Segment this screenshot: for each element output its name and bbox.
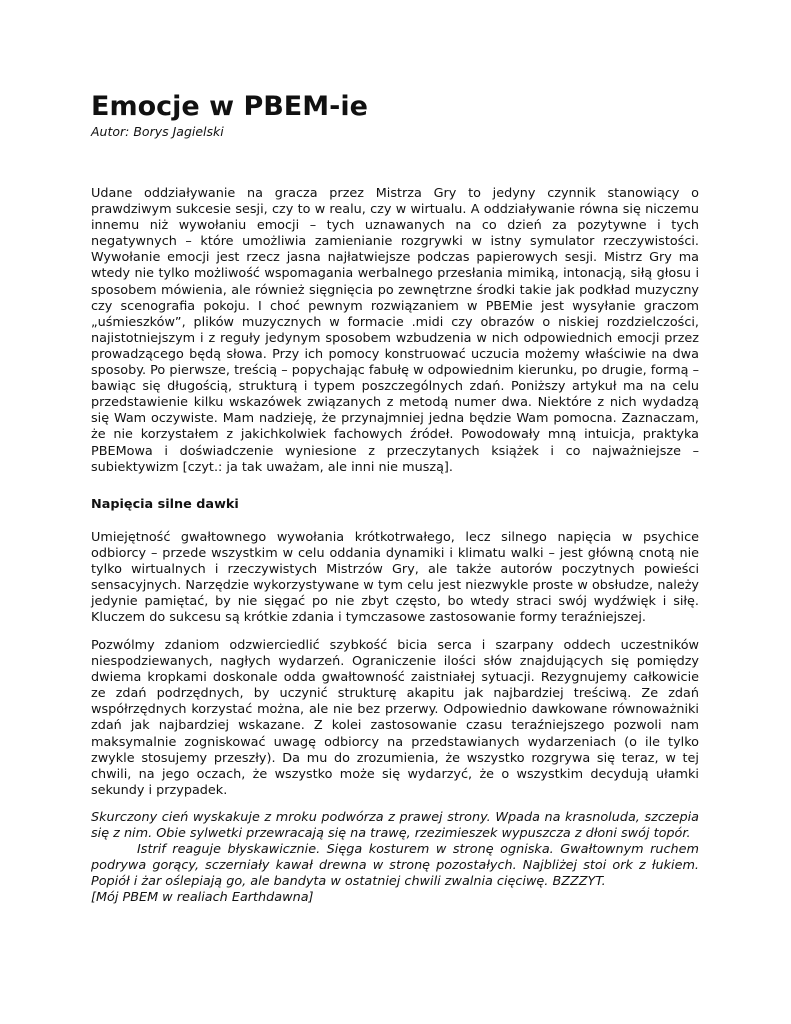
author-line: Autor: Borys Jagielski (91, 124, 224, 139)
section-heading: Napięcia silne dawki (91, 497, 239, 512)
quote-source: [Mój PBEM w realiach Earthdawna] (91, 890, 314, 906)
quote-paragraph-1: Skurczony cień wyskakuje z mroku podwórza z prawej strony. Wpada na krasnoluda, szczepia się z nim. Obie sylwetki przewracają się na trawę, rzezimieszek wypuszcza z dłoni swój topór. (91, 810, 699, 842)
paragraph-sentences: Pozwólmy zdaniom odzwierciedlić szybkość bicia serca i szarpany oddech uczestników niespodziewanych, nagłych wydarzeń. Ograniczenie ilości słów znajdujących się pomiędzy dwiema kropkami doskonale odda gwałtowność zaistniałej sytuacji. Rezygnujemy całkowicie ze zdań podrzędnych, by uczynić strukturę akapitu jak najbardziej treściwą. Ze zdań współrzędnych korzystać można, ale nie bez przerwy. Odpowiednio dawkowane równoważniki zdań jak najbardziej wskazane. Z kolei zastosowanie czasu teraźniejszego pozwoli nam maksymalnie zogniskować uwagę odbiorcy na przedstawianych wydarzeniach (o ile tylko zwykle stosujemy przeszły). Da mu do zrozumienia, że wszystko rozgrywa się teraz, w tej chwili, na jego oczach, że wszystko może się wydarzyć, że o wszystkim decydują ułamki sekundy i przypadek. (91, 638, 699, 798)
intro-paragraph: Udane oddziaływanie na gracza przez Mistrza Gry to jedyny czynnik stanowiący o prawdziwym sukcesie sesji, czy to w realu, czy w wirtualu. A oddziaływanie równa się niczemu innemu niż wywołaniu emocji – tych uznawanych na co dzień za pozytywne i tych negatywnych – które umożliwia zamienianie rozgrywki w istny symulator rzeczywistości. Wywołanie emocji jest rzecz jasna najłatwiejsze podczas papierowych sesji. Mistrz Gry ma wtedy nie tylko możliwość wspomagania werbalnego przesłania mimiką, intonacją, siłą głosu i sposobem mówienia, ale również sięgnięcia po zewnętrzne środki takie jak podkład muzyczny czy scenografia pokoju. I choć pewnym rozwiązaniem w PBEMie jest wysyłanie graczom „uśmieszków”, plików muzycznych w formacie .midi czy obrazów o niskiej rozdzielczości, najistotniejszym i z reguły jedynym sposobem wzbudzenia w nich odpowiednich emocji przez prowadzącego będą słowa. Przy ich pomocy konstruować uczucia możemy właściwie na dwa sposoby. Po pierwsze, treścią – popychając fabułę w odpowiednim kierunku, po drugie, formą – bawiąc się długością, strukturą i typem poszczególnych zdań. Poniższy artykuł ma na celu przedstawienie kilku wskazówek związanych z metodą numer dwa. Niektóre z nich wydadzą się Wam oczywiste. Mam nadzieję, że przynajmniej jedna będzie Wam pomocna. Zaznaczam, że nie korzystałem z jakichkolwiek fachowych źródeł. Powodowały mną intuicja, praktyka PBEMowa i doświadczenie wyniesione z przeczytanych książek i co najważniejsze – subiektywizm [czyt.: ja tak uważam, ale inni nie muszą]. (91, 186, 699, 475)
paragraph-tension: Umiejętność gwałtownego wywołania krótkotrwałego, lecz silnego napięcia w psychice odbiorcy – przede wszystkim w celu oddania dynamiki i klimatu walki – jest główną cnotą nie tylko wirtualnych i rzeczywistych Mistrzów Gry, ale także autorów poczytnych powieści sensacyjnych. Narzędzie wykorzystywane w tym celu jest niezwykle proste w obsłudze, należy jedynie pamiętać, by nie sięgać po nie zbyt często, bo wtedy straci swój wydźwięk i siłę. Kluczem do sukcesu są krótkie zdania i tymczasowe zastosowanie formy teraźniejszej. (91, 530, 699, 626)
quote-block (91, 810, 699, 907)
quote-paragraph-2: Istrif reaguje błyskawicznie. Sięga kosturem w stronę ogniska. Gwałtownym ruchem podrywa gorący, sczerniały kawał drewna w stronę pozostałych. Najbliżej stoi ork z łukiem. Popiół i żar oślepiają go, ale bandyta w ostatniej chwili zwalnia cięciwę. BZZZYT. (91, 842, 699, 890)
document-title: Emocje w PBEM-ie (91, 91, 368, 122)
